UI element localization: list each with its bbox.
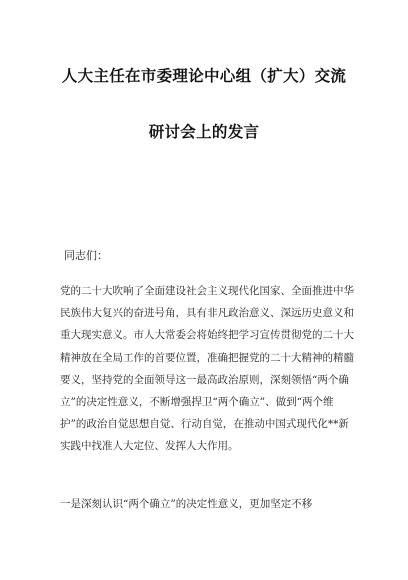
document-title-line2: 研讨会上的发言 — [148, 123, 260, 141]
paragraph-2: 一是深刻认识“两个确立”的决定性意义，更加坚定不移 — [60, 498, 313, 510]
paragraph-1: 党的二十大吹响了全面建设社会主义现代化国家、全面推进中华民族伟大复兴的奋进号角，具有非凡政治意义、深远历史意义和重大现实意义。市人大常委会将始终把学习宣传贯彻党的二十大精神放在全局工作的首要位置，准确把握党的二十大精神的精髓要义，坚持党的全面领导这一最高政治原则，深刻领悟“两个确立”的决定性意义，不断增强捍卫“两个确立”、做到“两个维护”的政治自觉思想自觉、行动自觉，在推动中国式现代化**新实践中找准人大定位、发挥人大作用。 — [60, 285, 354, 453]
document-title-line1: 人大主任在市委理论中心组（扩大）交流 — [61, 67, 347, 85]
salutation: 同志们： — [64, 249, 108, 262]
